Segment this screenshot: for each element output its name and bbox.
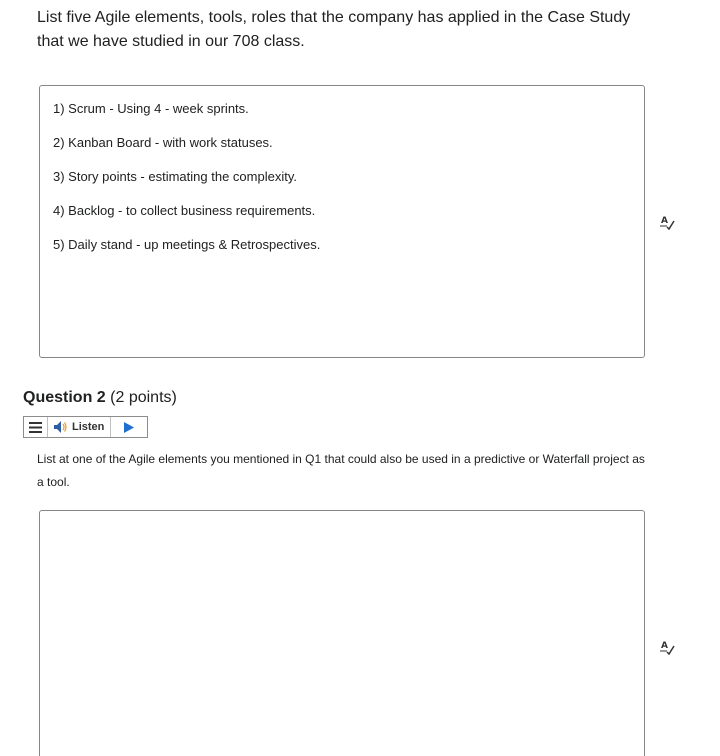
question-2-title: Question 2 bbox=[23, 389, 106, 406]
listen-label: Listen bbox=[72, 421, 105, 433]
spellcheck-icon[interactable] bbox=[659, 214, 675, 230]
spellcheck-icon[interactable] bbox=[659, 639, 675, 655]
question-1-answer-box[interactable] bbox=[39, 85, 645, 358]
question-2-prompt: List at one of the Agile elements you mentioned in Q1 that could also be used in a predictive or Waterfall project as a tool. bbox=[37, 452, 645, 489]
svg-text:A: A bbox=[661, 216, 668, 226]
answer-line-3: 3) Story points - estimating the complexity. bbox=[53, 169, 297, 184]
answer-line-4: 4) Backlog - to collect business requirements. bbox=[53, 203, 316, 218]
question-2-heading bbox=[23, 387, 177, 409]
play-button[interactable] bbox=[111, 417, 147, 437]
svg-text:A: A bbox=[661, 641, 668, 651]
menu-button[interactable] bbox=[24, 417, 48, 437]
answer-line-2: 2) Kanban Board - with work statuses. bbox=[53, 135, 273, 150]
question-2-answer-box[interactable] bbox=[39, 510, 645, 756]
play-icon bbox=[124, 422, 134, 433]
answer-line-5: 5) Daily stand - up meetings & Retrospectives. bbox=[53, 237, 321, 252]
answer-line-1: 1) Scrum - Using 4 - week sprints. bbox=[53, 101, 249, 116]
menu-icon bbox=[29, 422, 42, 433]
listen-button[interactable] bbox=[48, 417, 111, 437]
read-aloud-toolbar bbox=[23, 416, 148, 438]
speaker-icon bbox=[54, 421, 68, 433]
question-1-prompt: List five Agile elements, tools, roles that the company has applied in the Case Study that we have studied in our 708 class. bbox=[37, 9, 631, 50]
question-2-points: (2 points) bbox=[110, 389, 177, 406]
